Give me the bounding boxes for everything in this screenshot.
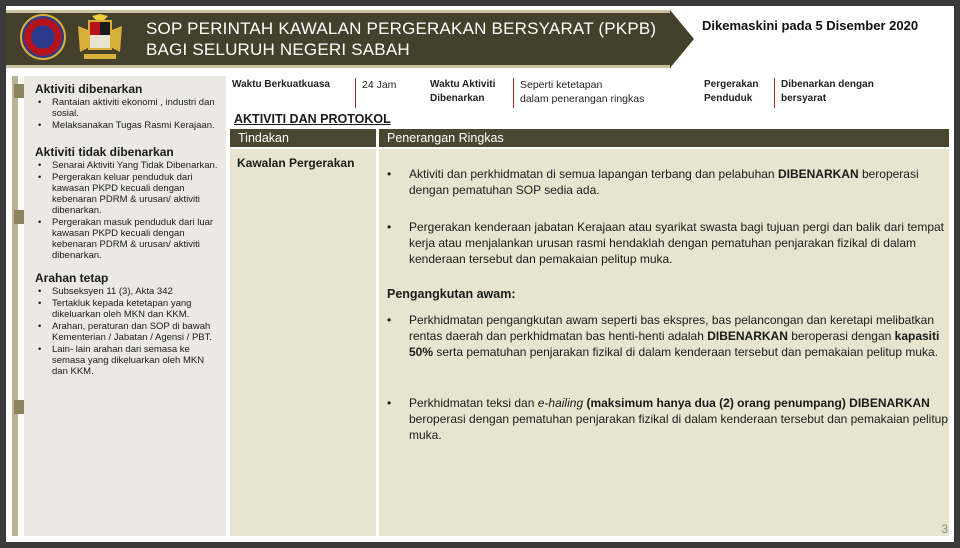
text-bold: (maksimum hanya dua (2) orang penumpang) DIBENARKAN — [583, 396, 930, 410]
activity-time-value-line: dalam penerangan ringkas — [520, 93, 645, 105]
movement-label-line: Penduduk — [704, 93, 753, 104]
list-item: • Subseksyen 11 (3), Akta 342 — [36, 286, 220, 297]
list-item: • Lain- lain arahan dari semasa ke semasa yang dikeluarkan oleh MKN dan KKM. — [36, 344, 220, 377]
paragraph-gov-vehicles — [387, 219, 949, 267]
effective-label: Waktu Berkuatkuasa — [232, 79, 330, 90]
text-bold: DIBENARKAN — [777, 167, 859, 181]
text: serta pematuhan penjarakan fizikal di dalam kenderaan tersebut dan pemakaian pelitup muka. — [433, 345, 939, 359]
text-italic: e-hailing — [537, 396, 584, 410]
effective-value: 24 Jam — [362, 79, 397, 91]
divider — [513, 78, 514, 108]
header — [6, 6, 954, 70]
activity-time-label-line: Waktu Aktiviti — [430, 79, 496, 90]
standing-orders-heading: Arahan tetap — [35, 271, 109, 285]
movement-value-line: bersyarat — [781, 93, 827, 104]
activity-time-label-line: Dibenarkan — [430, 93, 485, 104]
column-header-action: Tindakan — [230, 129, 376, 147]
timeline-bar — [12, 76, 18, 536]
paragraph-airports — [387, 166, 949, 198]
bullet: • — [387, 313, 392, 327]
movement-value-line: Dibenarkan dengan — [781, 79, 874, 90]
section-title: AKTIVITI DAN PROTOKOL — [234, 112, 391, 126]
page-number: 3 — [941, 522, 948, 536]
coat-of-arms-logo — [74, 14, 126, 62]
paragraph-public-transport — [387, 312, 949, 360]
not-allowed-heading: Aktiviti tidak dibenarkan — [35, 145, 174, 159]
bullet: • — [387, 396, 392, 410]
list-item: • Pergerakan masuk penduduk dari luar kawasan PKPD kecuali dengan kebenaran PDRM & urusan/ aktiviti dibenarkan. — [36, 217, 220, 261]
text: Perkhidmatan teksi dan — [409, 396, 538, 410]
list-item: • Arahan, peraturan dan SOP di bawah Kementerian / Jabatan / Agensi / PBT. — [36, 321, 220, 343]
movement-value — [781, 78, 874, 106]
text: beroperasi dengan pematuhan SOP sedia ada. — [409, 167, 919, 197]
list-item: • Pergerakan keluar penduduk dari kawasan PKPD kecuali dengan kebenaran PDRM & urusan/ aktiviti dibenarkan. — [36, 172, 220, 216]
text: Aktiviti dan perkhidmatan di semua lapangan terbang dan pelabuhan — [409, 167, 778, 181]
transport-heading: Pengangkutan awam: — [387, 287, 516, 301]
text: Pergerakan kenderaan jabatan Kerajaan atau syarikat swasta bagi tujuan pergi dan balik dari tempat kerja atau menjalankan urusan rasmi hendaklah dengan pematuhan penjarakan fizikal di dalam kenderaan tersebut dan pemakaian pelitup muka. — [409, 220, 945, 266]
movement-label — [704, 78, 758, 106]
list-item: • Senarai Aktiviti Yang Tidak Dibenarkan. — [36, 160, 220, 171]
bullet: • — [387, 220, 392, 234]
movement-label-line: Pergerakan — [704, 79, 759, 90]
bullet: • — [387, 167, 392, 181]
title-band-arrow — [670, 10, 694, 68]
standing-orders-list — [36, 286, 220, 377]
row-label: Kawalan Pergerakan — [237, 156, 355, 170]
list-item: • Melaksanakan Tugas Rasmi Kerajaan. — [36, 120, 220, 131]
column-header-description: Penerangan Ringkas — [379, 129, 949, 147]
text: beroperasi dengan — [787, 329, 895, 343]
text: Perkhidmatan pengangkutan awam seperti bas ekspres, bas pelancongan dan keretapi melibatkan rentas daerah dan perkhidmatan bas henti-henti adalah — [409, 313, 934, 343]
left-panel — [24, 76, 226, 536]
divider — [355, 78, 356, 108]
title-line-1: SOP PERINTAH KAWALAN PERGERAKAN BERSYARAT (PKPB) — [146, 19, 657, 38]
activity-time-label — [430, 78, 495, 106]
action-cell — [230, 149, 376, 536]
slide — [6, 6, 954, 542]
text-bold: DIBENARKAN — [707, 329, 788, 343]
divider — [774, 78, 775, 108]
allowed-heading: Aktiviti dibenarkan — [35, 82, 143, 96]
list-item: • Rantaian aktiviti ekonomi , industri dan sosial. — [36, 97, 220, 119]
agency-logo — [20, 14, 66, 60]
description-cell — [379, 149, 949, 536]
not-allowed-list — [36, 160, 220, 261]
paragraph-taxi — [387, 395, 949, 443]
title-line-2: BAGI SELURUH NEGERI SABAH — [146, 40, 410, 59]
text-bold: kapasiti 50% — [409, 329, 940, 359]
updated-date: Dikemaskini pada 5 Disember 2020 — [702, 18, 919, 33]
activity-time-value — [520, 78, 644, 106]
activity-time-value-line: Seperti ketetapan — [520, 79, 603, 91]
text: beroperasi dengan pematuhan penjarakan fizikal di dalam kenderaan tersebut dan pemakaian pelitup muka. — [409, 412, 949, 442]
allowed-list — [36, 97, 220, 131]
page-title — [146, 18, 656, 60]
list-item: • Tertakluk kepada ketetapan yang dikeluarkan oleh MKN dan KKM. — [36, 298, 220, 320]
